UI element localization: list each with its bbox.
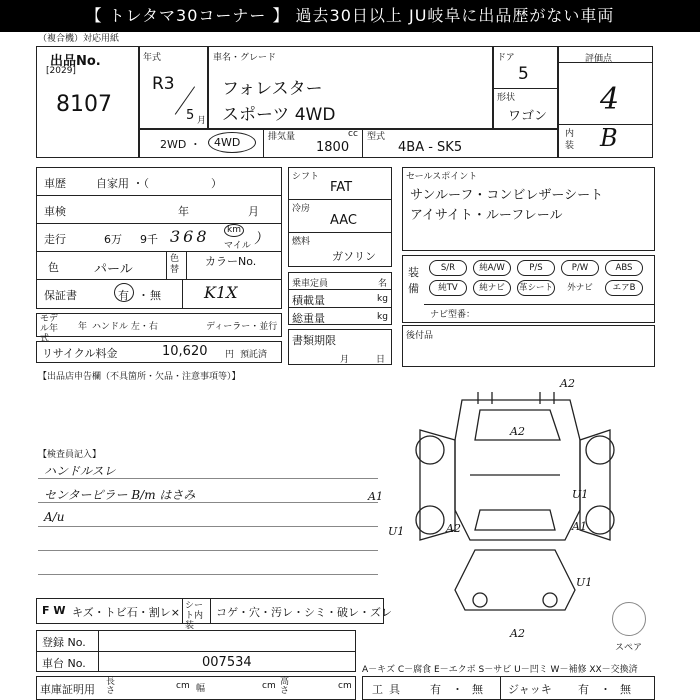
- model-label: 車名・グレード: [213, 53, 277, 63]
- tools-yes: 有: [430, 683, 441, 696]
- inspector-line2: センターピラー B/m はさみ: [44, 488, 196, 502]
- sales-point-line2: アイサイト・ルーフレール: [410, 208, 563, 223]
- inspector-label: 【検査員記入】: [38, 450, 102, 460]
- model-year-dealer: ディーラー・並行: [206, 322, 278, 332]
- model-name: フォレスター: [222, 79, 323, 99]
- sales-point-line1: サンルーフ・コンビレザーシート: [410, 188, 604, 203]
- year-label: 年式: [143, 53, 162, 63]
- fw-label: F W: [42, 604, 66, 617]
- equip-aw: 純A/W: [473, 260, 511, 276]
- after-fitting-label: 後付品: [406, 331, 434, 341]
- equip-airbag: エアB: [605, 280, 643, 296]
- model-code-value: 4BA - SK5: [398, 140, 463, 155]
- doors-label: ドア: [497, 53, 515, 63]
- equip-pw: P/W: [561, 260, 599, 276]
- damage-mark-rear-u1: U1: [576, 576, 593, 589]
- damage-mark-right-a1: A1: [572, 520, 587, 533]
- damage-mark-left-u1: U1: [388, 525, 405, 538]
- doc-expiry-day: 日: [376, 355, 386, 365]
- equip-ps: P/S: [517, 260, 555, 276]
- displacement-value: 1800: [316, 140, 350, 155]
- recycle-unit: 円: [225, 350, 235, 360]
- chassis-value: 007534: [202, 655, 252, 670]
- history-value: 自家用 ・（ ）: [96, 177, 222, 190]
- height-label: 高さ: [280, 677, 290, 696]
- inspection-month: 月: [248, 205, 259, 218]
- displacement-unit: cc: [348, 129, 358, 139]
- damage-mark-center-a2: A2: [446, 522, 461, 535]
- capacity-label: 乗車定員: [292, 279, 329, 289]
- history-label: 車歴: [44, 177, 66, 190]
- capacity-unit: 名: [378, 279, 388, 289]
- lot-stamp: [2029]: [46, 66, 76, 76]
- jack-yes: 有: [578, 683, 589, 696]
- warranty-label: 保証書: [44, 289, 77, 302]
- header-note: （複合機）対応用紙: [38, 34, 120, 44]
- score-label: 評価点: [585, 54, 613, 64]
- model-year-handle: ハンドル 左・右: [92, 322, 158, 332]
- registration-label: 登録 No.: [42, 636, 86, 649]
- equip-tv: 純TV: [429, 280, 467, 296]
- inspection-year: 年: [178, 205, 189, 218]
- color-change-label: 色替: [170, 254, 180, 275]
- mileage-label: 走行: [44, 233, 66, 246]
- length-unit: cm: [176, 681, 190, 691]
- damage-mark-top: A2: [560, 377, 575, 390]
- color-value: パール: [94, 262, 133, 277]
- seat-text: コゲ・穴・汚レ・シミ・破レ・ズレ: [216, 606, 392, 619]
- mileage-sen: 9千: [140, 233, 158, 246]
- navi-model-label: ナビ型番：: [430, 310, 476, 320]
- year-month-unit: 月: [197, 116, 207, 126]
- spare-label: スペア: [615, 643, 643, 653]
- recycle-label: リサイクル料金: [42, 347, 118, 360]
- warranty-yes: 有: [118, 289, 129, 302]
- fuel-label: 燃料: [292, 237, 311, 247]
- lot-label: 出品No.: [50, 54, 101, 69]
- seller-notes-label: 【出品店申告欄（不具箇所・欠品・注意事項等）】: [38, 372, 241, 382]
- fw-text: キズ・トビ石・割レ×: [72, 606, 180, 619]
- model-code-label: 型式: [367, 132, 386, 142]
- color-label: 色: [48, 261, 59, 274]
- body-type-label: 形状: [497, 93, 516, 103]
- shift-label: シフト: [292, 172, 320, 182]
- warranty-code: K1X: [204, 283, 238, 302]
- lot-number: 8107: [56, 92, 112, 117]
- jack-label: ジャッキ: [508, 683, 552, 696]
- equip-leather: 革シート: [517, 280, 555, 296]
- equipment-label: 装備: [408, 266, 419, 295]
- weight-label: 総重量: [292, 312, 325, 325]
- car-damage-diagram: [400, 380, 630, 640]
- damage-mark-right-u1: U1: [572, 488, 589, 501]
- inspection-label: 車検: [44, 205, 66, 218]
- tools-no: 無: [472, 683, 483, 696]
- recycle-status: 預託済: [240, 350, 268, 360]
- interior-score: B: [600, 124, 618, 152]
- interior-label: 内装: [565, 129, 575, 151]
- shift-value: FAT: [330, 180, 353, 195]
- damage-mark-left-a1: A1: [368, 490, 383, 503]
- ac-label: 冷房: [292, 204, 311, 214]
- mileage-km: km: [227, 225, 241, 235]
- length-label: 長さ: [106, 677, 116, 696]
- doc-expiry-month: 月: [340, 355, 350, 365]
- model-year-label: モデル年式: [40, 314, 59, 344]
- drive-2wd: 2WD ・: [160, 138, 201, 151]
- sales-point-label: セールスポイント: [406, 172, 478, 182]
- warranty-sep: ・: [138, 289, 149, 302]
- banner: 【 トレタマ30コーナー 】 過去30日以上 JU岐阜に出品歴がない車両: [0, 0, 700, 32]
- tools-dot: ・: [452, 683, 463, 696]
- cert-label: 車庫証明用: [40, 683, 95, 696]
- mileage-man: 6万: [104, 233, 122, 246]
- equip-ext-navi: 外ナビ: [567, 283, 593, 293]
- year-month: 5: [186, 108, 195, 123]
- height-unit: cm: [338, 681, 352, 691]
- mileage-hw-close: ）: [254, 231, 268, 247]
- body-type-value: ワゴン: [508, 109, 548, 124]
- inspector-line3: A/u: [44, 510, 65, 524]
- displacement-label: 排気量: [268, 132, 296, 142]
- damage-mark-roof: A2: [510, 425, 525, 438]
- width-unit: cm: [262, 681, 276, 691]
- drive-4wd: 4WD: [214, 136, 241, 149]
- equip-abs: ABS: [605, 260, 643, 276]
- warranty-no: 無: [150, 289, 161, 302]
- width-label: 幅: [196, 684, 206, 694]
- damage-legend: A－キズ C－腐食 E－エクボ S－サビ U－凹ミ W－補修 XX－交換済: [362, 665, 638, 675]
- jack-no: 無: [620, 683, 631, 696]
- load-label: 積載量: [292, 294, 325, 307]
- fuel-value: ガソリン: [332, 250, 376, 263]
- doors-value: 5: [518, 64, 529, 84]
- spare-tire-icon: [612, 602, 646, 636]
- equip-navi: 純ナビ: [473, 280, 511, 296]
- damage-mark-bottom: A2: [510, 627, 525, 640]
- model-year-year: 年: [78, 322, 88, 332]
- load-unit: kg: [377, 294, 388, 304]
- after-fitting-block: [402, 325, 655, 367]
- inspector-line1: ハンドルスレ: [44, 464, 116, 478]
- car-body-outline: [455, 400, 580, 540]
- tools-label: 工具: [372, 683, 406, 696]
- mileage-mile: マイル: [224, 241, 251, 251]
- year-era: R3: [152, 74, 175, 94]
- score-value: 4: [600, 82, 620, 117]
- weight-unit: kg: [377, 312, 388, 322]
- chassis-label: 車台 No.: [42, 657, 86, 670]
- equip-sr: S/R: [429, 260, 467, 276]
- color-no-label: カラーNo.: [205, 255, 257, 268]
- rear-window: [475, 510, 555, 530]
- ac-value: AAC: [330, 213, 357, 228]
- mileage-rest: 368: [170, 227, 210, 246]
- jack-dot: ・: [600, 683, 611, 696]
- seat-label: シート内装: [185, 601, 204, 631]
- doc-expiry-label: 書類期限: [292, 334, 336, 347]
- model-grade: スポーツ 4WD: [222, 105, 336, 125]
- recycle-value: 10,620: [162, 344, 208, 359]
